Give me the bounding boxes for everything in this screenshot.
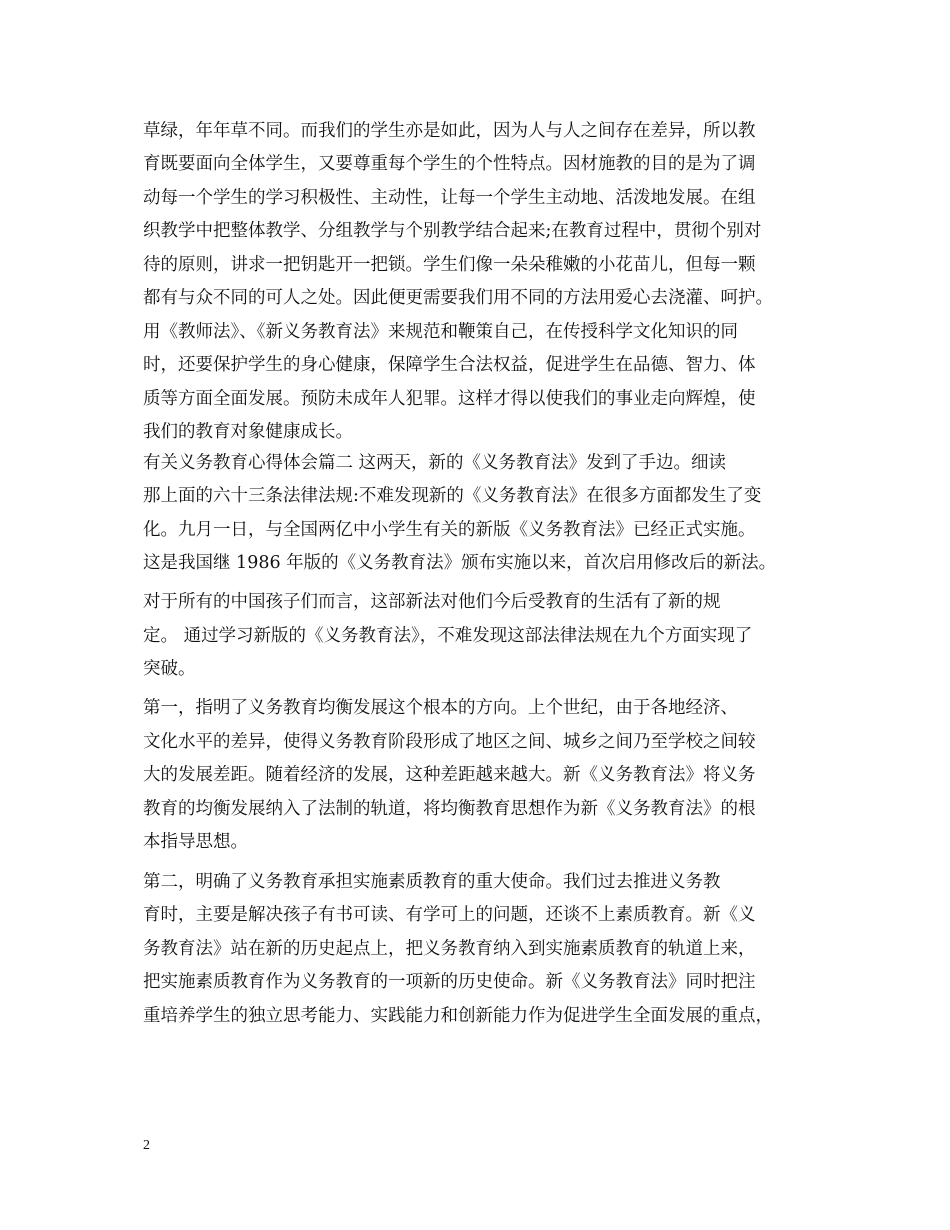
text-line: 育既要面向全体学生，又要尊重每个学生的个性特点。因材施教的目的是为了调 bbox=[143, 154, 756, 174]
text-line: 第一，指明了义务教育均衡发展这个根本的方向。上个世纪，由于各地经济、 bbox=[143, 698, 738, 718]
text-line: 我们的教育对象健康成长。 bbox=[143, 422, 353, 442]
text-line: 那上面的六十三条法律法规:不难发现新的《义务教育法》在很多方面都发生了变 bbox=[143, 486, 762, 506]
text-line: 用《教师法》、《新义务教育法》来规范和鞭策自己，在传授科学文化知识的同 bbox=[143, 322, 738, 342]
text-line: 时，还要保护学生的身心健康，保障学生合法权益，促进学生在品德、智力、体 bbox=[143, 355, 756, 375]
page-number: 2 bbox=[143, 1138, 150, 1153]
text-line: 务教育法》站在新的历史起点上，把义务教育纳入到实施素质教育的轨道上来， bbox=[143, 939, 756, 959]
text-line: 大的发展差距。随着经济的发展，这种差距越来越大。新《义务教育法》将义务 bbox=[143, 765, 756, 785]
text-line: 育时，主要是解决孩子有书可读、有学可上的问题，还谈不上素质教育。新《义 bbox=[143, 905, 756, 925]
text-line: 待的原则，讲求一把钥匙开一把锁。学生们像一朵朵稚嫩的小花苗儿，但每一颗 bbox=[143, 255, 756, 275]
text-line: 都有与众不同的可人之处。因此便更需要我们用不同的方法用爱心去浇灌、呵护。 bbox=[143, 288, 773, 308]
text-line: 第二，明确了义务教育承担实施素质教育的重大使命。我们过去推进义务教 bbox=[143, 872, 721, 892]
text-line: 化。九月一日，与全国两亿中小学生有关的新版《义务教育法》已经正式实施。 bbox=[143, 520, 756, 540]
text-line: 动每一个学生的学习积极性、主动性，让每一个学生主动地、活泼地发展。在组 bbox=[143, 188, 756, 208]
text-line: 教育的均衡发展纳入了法制的轨道，将均衡教育思想作为新《义务教育法》的根 bbox=[143, 799, 756, 819]
text-line: 文化水平的差异，使得义务教育阶段形成了地区之间、城乡之间乃至学校之间较 bbox=[143, 732, 756, 752]
text-line: 把实施素质教育作为义务教育的一项新的历史使命。新《义务教育法》同时把注 bbox=[143, 972, 756, 992]
text-line: 这是我国继 1986 年版的《义务教育法》颁布实施以来，首次启用修改后的新法。 bbox=[143, 553, 777, 573]
section-heading-line: 有关义务教育心得体会篇二 这两天，新的《义务教育法》发到了手边。细读 bbox=[143, 453, 727, 473]
text-line: 织教学中把整体教学、分组教学与个别教学结合起来;在教育过程中，贯彻个别对 bbox=[143, 221, 762, 241]
text-line: 重培养学生的独立思考能力、实践能力和创新能力作为促进学生全面发展的重点， bbox=[143, 1006, 773, 1026]
text-line: 定。 通过学习新版的《义务教育法》，不难发现这部法律法规在九个方面实现了 bbox=[143, 626, 753, 646]
text-line: 突破。 bbox=[143, 659, 196, 679]
text-line: 草绿，年年草不同。而我们的学生亦是如此，因为人与人之间存在差异，所以教 bbox=[143, 121, 756, 141]
text-line: 对于所有的中国孩子们而言，这部新法对他们今后受教育的生活有了新的规 bbox=[143, 592, 721, 612]
text-line: 质等方面全面发展。预防未成年人犯罪。这样才得以使我们的事业走向辉煌，使 bbox=[143, 389, 756, 409]
text-line: 本指导思想。 bbox=[143, 832, 248, 852]
